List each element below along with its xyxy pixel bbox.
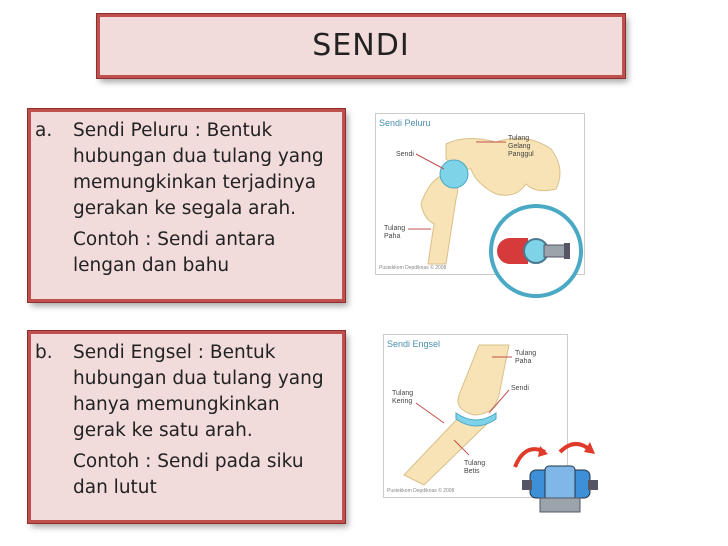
label-tulang-paha-2: Paha	[515, 358, 532, 365]
text-line: gerakan ke segala arah.	[73, 198, 297, 219]
label-tulang-betis-2: Betis	[464, 468, 480, 475]
text-line: Sendi Engsel : Bentuk	[73, 342, 276, 363]
text-line: gerak ke satu arah.	[73, 420, 253, 441]
label-sendi: Sendi	[511, 385, 529, 392]
item-marker: a.	[35, 120, 53, 141]
label-tulang-gelang-panggul-1: Tulang	[508, 135, 530, 142]
card-sendi-peluru	[28, 109, 345, 302]
item-text	[73, 340, 353, 501]
text-line: hanya memungkinkan	[73, 394, 280, 415]
figure-credit: Pustekkom Depdiknas © 2008	[379, 265, 447, 271]
card-sendi-engsel	[28, 331, 345, 523]
ball-socket-model-icon	[488, 203, 584, 299]
example-line: Contoh : Sendi antara	[73, 229, 276, 250]
example-line: lengan dan bahu	[73, 255, 230, 276]
label-tulang-kering-1: Tulang	[392, 390, 414, 397]
text-line: hubungan dua tulang yang	[73, 146, 324, 167]
label-tulang-paha-2: Paha	[384, 233, 401, 240]
example-line: dan lutut	[73, 477, 157, 498]
text-line: memungkinkan terjadinya	[73, 172, 317, 193]
text-line: hubungan dua tulang yang	[73, 368, 324, 389]
label-tulang-paha-1: Tulang	[384, 225, 406, 232]
slide-title: SENDI	[312, 28, 410, 63]
figure-title: Sendi Engsel	[387, 339, 441, 349]
label-tulang-paha-1: Tulang	[515, 350, 537, 357]
label-sendi: Sendi	[396, 151, 414, 158]
figure-title: Sendi Peluru	[379, 118, 431, 128]
title-box	[97, 14, 625, 78]
item-marker: b.	[35, 342, 53, 363]
example-line: Contoh : Sendi pada siku	[73, 451, 304, 472]
label-tulang-kering-2: Kering	[392, 398, 413, 405]
label-tulang-gelang-panggul-3: Panggul	[508, 151, 534, 158]
text-line: Sendi Peluru : Bentuk	[73, 120, 273, 141]
label-tulang-gelang-panggul-2: Gelang	[508, 143, 531, 150]
hinge-model-icon	[500, 432, 610, 522]
figure-credit: Pustekkom Depdiknas © 2008	[387, 488, 455, 494]
label-tulang-betis-1: Tulang	[464, 460, 486, 467]
item-text	[73, 118, 353, 279]
